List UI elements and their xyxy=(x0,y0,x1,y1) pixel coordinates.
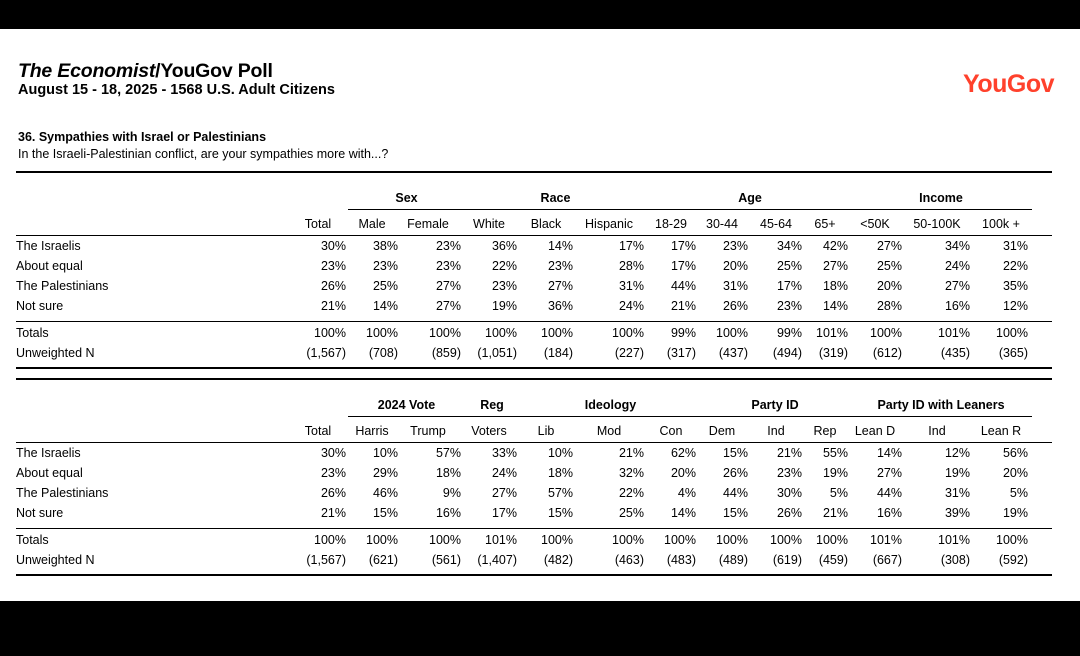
table-cell: 15% xyxy=(722,446,748,460)
table-cell: (859) xyxy=(431,346,461,360)
column-header: Total xyxy=(304,217,332,231)
column-header: <50K xyxy=(860,217,890,231)
table-cell: 99% xyxy=(776,326,802,340)
table-cell: 12% xyxy=(944,446,970,460)
table-cell: (184) xyxy=(543,346,573,360)
table-cell: 17% xyxy=(776,279,802,293)
table-bottom-rule xyxy=(16,574,1052,576)
table-cell: 28% xyxy=(618,259,644,273)
table-cell: (1,567) xyxy=(306,553,346,567)
table-cell: 31% xyxy=(944,486,970,500)
table-cell: 100% xyxy=(541,533,573,547)
table-cell: 100% xyxy=(612,533,644,547)
table-cell: (1,567) xyxy=(306,346,346,360)
table-cell: (435) xyxy=(940,346,970,360)
table-cell: 44% xyxy=(722,486,748,500)
table-cell: 23% xyxy=(776,466,802,480)
table-cell: 34% xyxy=(944,239,970,253)
title-italic: The Economist xyxy=(18,60,156,82)
table-row xyxy=(16,446,1052,466)
column-header: 100k + xyxy=(982,217,1020,231)
column-header: 30-44 xyxy=(706,217,738,231)
totals-row xyxy=(16,533,1052,553)
table-cell: (489) xyxy=(718,553,748,567)
table-cell: 101% xyxy=(938,533,970,547)
group-underline xyxy=(850,416,1032,417)
table-cell: 99% xyxy=(670,326,696,340)
table-cell: (621) xyxy=(368,553,398,567)
table-cell: 100% xyxy=(996,533,1028,547)
column-header: Harris xyxy=(355,424,389,438)
table-cell: 16% xyxy=(944,299,970,313)
table-cell: 57% xyxy=(435,446,461,460)
group-header: Race xyxy=(540,191,571,205)
table-cell: 22% xyxy=(1002,259,1028,273)
table-cell: 26% xyxy=(722,299,748,313)
table-cell: (459) xyxy=(818,553,848,567)
column-header: 50-100K xyxy=(913,217,961,231)
table-cell: 17% xyxy=(618,239,644,253)
table-cell: 20% xyxy=(722,259,748,273)
table-cell: (365) xyxy=(998,346,1028,360)
table-cell: 25% xyxy=(372,279,398,293)
table-cell: 25% xyxy=(618,506,644,520)
table-cell: 27% xyxy=(822,259,848,273)
table-row xyxy=(16,239,1052,259)
table-cell: (463) xyxy=(614,553,644,567)
table-cell: (612) xyxy=(872,346,902,360)
table-cell: 101% xyxy=(816,326,848,340)
group-underline xyxy=(648,209,852,210)
row-label: Totals xyxy=(16,533,49,547)
row-label: The Israelis xyxy=(16,239,81,253)
yougov-logo: YouGov xyxy=(963,70,1054,98)
table-cell: 36% xyxy=(547,299,573,313)
table-cell: 100% xyxy=(366,326,398,340)
table-cell: 24% xyxy=(944,259,970,273)
table-cell: 21% xyxy=(320,299,346,313)
row-label: Unweighted N xyxy=(16,346,95,360)
table-cell: 22% xyxy=(491,259,517,273)
column-header: Con xyxy=(659,424,683,438)
table-cell: 19% xyxy=(944,466,970,480)
table-cell: 26% xyxy=(320,279,346,293)
table-cell: 23% xyxy=(491,279,517,293)
table-cell: 17% xyxy=(670,239,696,253)
table-cell: 25% xyxy=(776,259,802,273)
column-header: Lib xyxy=(537,424,555,438)
table-cell: 14% xyxy=(822,299,848,313)
table-cell: 100% xyxy=(429,533,461,547)
table-cell: 4% xyxy=(677,486,696,500)
table-cell: (227) xyxy=(614,346,644,360)
table-cell: 5% xyxy=(1009,486,1028,500)
table-cell: 10% xyxy=(547,446,573,460)
column-header: Lean D xyxy=(854,424,896,438)
crosstab-table-2 xyxy=(16,378,1052,576)
table-cell: 5% xyxy=(829,486,848,500)
table-row xyxy=(16,486,1052,506)
header-rule xyxy=(16,235,1052,236)
table-cell: 14% xyxy=(876,446,902,460)
column-header: Lean R xyxy=(980,424,1022,438)
table-cell: 21% xyxy=(822,506,848,520)
group-header: Income xyxy=(919,191,963,205)
table-cell: 101% xyxy=(938,326,970,340)
table-cell: 39% xyxy=(944,506,970,520)
table-cell: 29% xyxy=(372,466,398,480)
table-cell: 56% xyxy=(1002,446,1028,460)
table-cell: 100% xyxy=(816,533,848,547)
table-cell: 10% xyxy=(372,446,398,460)
table-cell: 36% xyxy=(491,239,517,253)
table-cell: 23% xyxy=(320,259,346,273)
table-cell: 19% xyxy=(491,299,517,313)
table-cell: 28% xyxy=(876,299,902,313)
table-cell: 27% xyxy=(435,279,461,293)
table-cell: 30% xyxy=(320,239,346,253)
column-header: 65+ xyxy=(814,217,836,231)
column-header: Voters xyxy=(471,424,507,438)
table-cell: (494) xyxy=(772,346,802,360)
table-cell: 100% xyxy=(429,326,461,340)
table-cell: 100% xyxy=(612,326,644,340)
table-cell: (619) xyxy=(772,553,802,567)
table-row xyxy=(16,279,1052,299)
table-cell: 15% xyxy=(547,506,573,520)
group-header: Ideology xyxy=(584,398,637,412)
group-underline xyxy=(698,416,852,417)
column-header: Black xyxy=(530,217,562,231)
table-cell: (437) xyxy=(718,346,748,360)
table-cell: 14% xyxy=(547,239,573,253)
group-underline xyxy=(463,416,521,417)
table-cell: 18% xyxy=(435,466,461,480)
table-cell: 100% xyxy=(770,533,802,547)
table-cell: 100% xyxy=(870,326,902,340)
table-cell: 20% xyxy=(1002,466,1028,480)
row-label: The Palestinians xyxy=(16,486,109,500)
table-cell: (561) xyxy=(431,553,461,567)
table-cell: 100% xyxy=(716,533,748,547)
table-cell: 14% xyxy=(372,299,398,313)
table-cell: 18% xyxy=(822,279,848,293)
row-label: The Israelis xyxy=(16,446,81,460)
table-cell: 21% xyxy=(618,446,644,460)
crosstab-table-1 xyxy=(16,171,1052,369)
table-cell: 38% xyxy=(372,239,398,253)
column-header: Rep xyxy=(813,424,837,438)
group-underline xyxy=(521,416,700,417)
group-underline xyxy=(850,209,1032,210)
table-cell: 23% xyxy=(320,466,346,480)
table-cell: (1,051) xyxy=(477,346,517,360)
table-cell: 31% xyxy=(1002,239,1028,253)
table-cell: 27% xyxy=(876,466,902,480)
row-label: Totals xyxy=(16,326,49,340)
table-cell: 18% xyxy=(547,466,573,480)
table-cell: 23% xyxy=(435,259,461,273)
table-row xyxy=(16,466,1052,486)
table-cell: (308) xyxy=(940,553,970,567)
table-cell: 23% xyxy=(722,239,748,253)
poll-title xyxy=(18,60,273,83)
row-label: Not sure xyxy=(16,506,64,520)
column-header: Ind xyxy=(767,424,785,438)
table-cell: 17% xyxy=(670,259,696,273)
poll-page xyxy=(0,29,1080,601)
table-cell: 31% xyxy=(722,279,748,293)
table-cell: 26% xyxy=(776,506,802,520)
table-cell: 34% xyxy=(776,239,802,253)
unweighted-n-row xyxy=(16,553,1052,573)
table-cell: 16% xyxy=(876,506,902,520)
table-cell: 24% xyxy=(618,299,644,313)
table-cell: 42% xyxy=(822,239,848,253)
table-cell: 100% xyxy=(314,326,346,340)
totals-rule xyxy=(16,321,1052,322)
table-cell: 12% xyxy=(1002,299,1028,313)
table-cell: 26% xyxy=(722,466,748,480)
group-underline xyxy=(348,209,465,210)
table-top-rule xyxy=(16,171,1052,173)
table-cell: 23% xyxy=(547,259,573,273)
table-row xyxy=(16,506,1052,526)
question-text: In the Israeli-Palestinian conflict, are your sympathies more with...? xyxy=(18,147,389,161)
header-rule xyxy=(16,442,1052,443)
row-label: Not sure xyxy=(16,299,64,313)
table-cell: 30% xyxy=(320,446,346,460)
table-cell: 100% xyxy=(366,533,398,547)
table-cell: 15% xyxy=(722,506,748,520)
table-cell: (708) xyxy=(368,346,398,360)
table-cell: 100% xyxy=(541,326,573,340)
table-cell: 25% xyxy=(876,259,902,273)
table-cell: 23% xyxy=(776,299,802,313)
title-rest: /YouGov Poll xyxy=(155,60,273,82)
table-cell: (1,407) xyxy=(477,553,517,567)
table-cell: 16% xyxy=(435,506,461,520)
table-cell: 27% xyxy=(547,279,573,293)
table-cell: 33% xyxy=(491,446,517,460)
table-cell: 27% xyxy=(435,299,461,313)
table-cell: 100% xyxy=(716,326,748,340)
table-cell: 27% xyxy=(876,239,902,253)
table-cell: 23% xyxy=(435,239,461,253)
table-cell: 23% xyxy=(372,259,398,273)
question-title: 36. Sympathies with Israel or Palestinians xyxy=(18,130,267,144)
table-cell: 24% xyxy=(491,466,517,480)
column-header: Trump xyxy=(410,424,446,438)
column-header: 18-29 xyxy=(655,217,687,231)
table-cell: 20% xyxy=(670,466,696,480)
table-cell: 55% xyxy=(822,446,848,460)
row-label: About equal xyxy=(16,466,83,480)
row-label: Unweighted N xyxy=(16,553,95,567)
table-cell: 14% xyxy=(670,506,696,520)
table-cell: 57% xyxy=(547,486,573,500)
table-cell: 46% xyxy=(372,486,398,500)
table-cell: 9% xyxy=(442,486,461,500)
column-header: Ind xyxy=(928,424,946,438)
table-cell: (483) xyxy=(666,553,696,567)
column-header: Male xyxy=(358,217,386,231)
group-header: Age xyxy=(738,191,762,205)
table-cell: 32% xyxy=(618,466,644,480)
poll-subtitle: August 15 - 18, 2025 - 1568 U.S. Adult Citizens xyxy=(18,82,335,98)
group-header: Party ID xyxy=(751,398,799,412)
table-cell: 21% xyxy=(670,299,696,313)
column-header: Dem xyxy=(708,424,736,438)
group-header: Reg xyxy=(480,398,504,412)
row-label: About equal xyxy=(16,259,83,273)
group-header: Sex xyxy=(395,191,418,205)
table-cell: 44% xyxy=(670,279,696,293)
row-label: The Palestinians xyxy=(16,279,109,293)
totals-rule xyxy=(16,528,1052,529)
column-header: Female xyxy=(407,217,449,231)
table-cell: 100% xyxy=(314,533,346,547)
group-header: 2024 Vote xyxy=(377,398,436,412)
table-cell: 19% xyxy=(1002,506,1028,520)
table-cell: 22% xyxy=(618,486,644,500)
column-header: White xyxy=(473,217,505,231)
table-cell: 30% xyxy=(776,486,802,500)
column-header: Total xyxy=(304,424,332,438)
totals-row xyxy=(16,326,1052,346)
group-underline xyxy=(348,416,465,417)
table-cell: (592) xyxy=(998,553,1028,567)
table-cell: 15% xyxy=(372,506,398,520)
unweighted-n-row xyxy=(16,346,1052,366)
table-cell: 27% xyxy=(944,279,970,293)
table-cell: 100% xyxy=(664,533,696,547)
column-header: Mod xyxy=(596,424,622,438)
table-cell: 100% xyxy=(485,326,517,340)
table-cell: 31% xyxy=(618,279,644,293)
table-cell: 27% xyxy=(491,486,517,500)
table-cell: 20% xyxy=(876,279,902,293)
table-cell: 101% xyxy=(485,533,517,547)
table-cell: 62% xyxy=(670,446,696,460)
table-cell: 21% xyxy=(320,506,346,520)
table-cell: 101% xyxy=(870,533,902,547)
table-cell: (667) xyxy=(872,553,902,567)
group-header: Party ID with Leaners xyxy=(877,398,1005,412)
table-cell: 44% xyxy=(876,486,902,500)
table-cell: (319) xyxy=(818,346,848,360)
table-bottom-rule xyxy=(16,367,1052,369)
table-cell: (482) xyxy=(543,553,573,567)
table-top-rule xyxy=(16,378,1052,380)
column-header: 45-64 xyxy=(760,217,792,231)
table-cell: 19% xyxy=(822,466,848,480)
table-cell: 17% xyxy=(491,506,517,520)
table-cell: 35% xyxy=(1002,279,1028,293)
column-header: Hispanic xyxy=(585,217,633,231)
group-underline xyxy=(463,209,648,210)
table-row xyxy=(16,299,1052,319)
table-cell: 21% xyxy=(776,446,802,460)
table-cell: 26% xyxy=(320,486,346,500)
table-row xyxy=(16,259,1052,279)
table-cell: (317) xyxy=(666,346,696,360)
table-cell: 100% xyxy=(996,326,1028,340)
